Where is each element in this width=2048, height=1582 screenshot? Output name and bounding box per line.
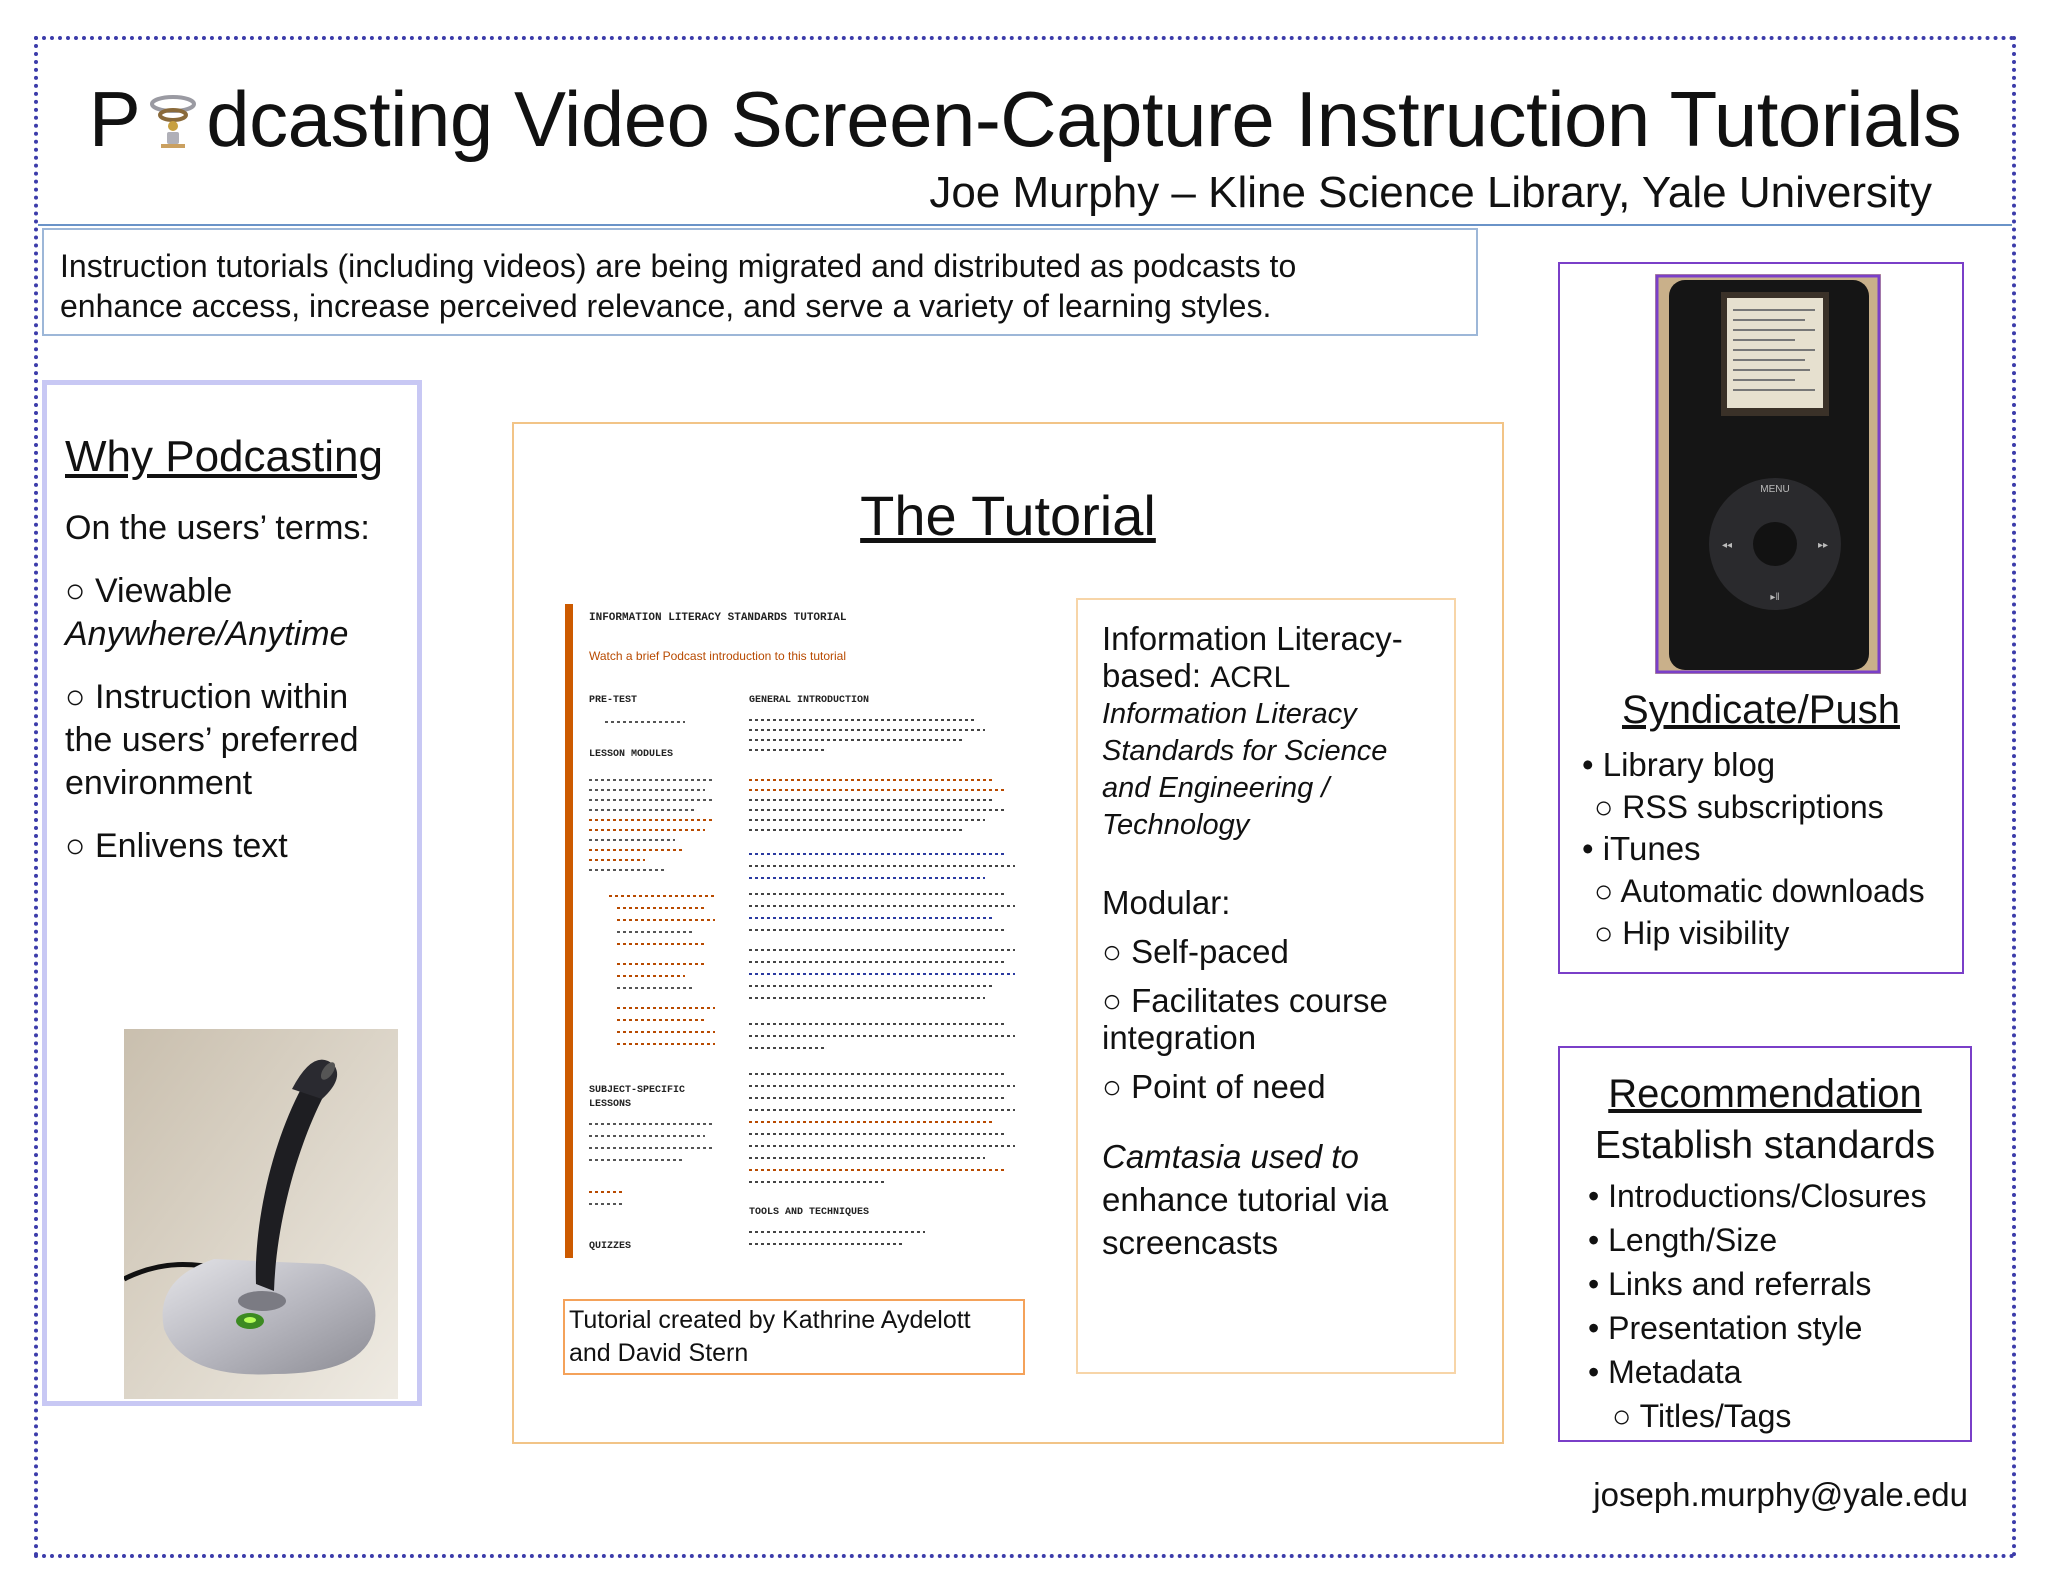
- why-item-cont: Anywhere/Anytime: [65, 615, 349, 653]
- recommendation-item: • Length/Size: [1588, 1222, 1778, 1258]
- info-standards: Technology: [1102, 809, 1250, 841]
- recommendation-item: • Links and referrals: [1588, 1266, 1872, 1302]
- title-start: P: [88, 75, 141, 163]
- syndicate-subitem: ○ RSS subscriptions: [1594, 789, 1884, 825]
- syndicate-item: • iTunes: [1582, 830, 1701, 867]
- abstract-box: [42, 228, 1478, 336]
- why-item-cont: the users’ preferred: [65, 721, 359, 759]
- modular-heading: Modular:: [1102, 884, 1231, 921]
- info-standards: Information Literacy: [1102, 698, 1357, 730]
- credit-line: and David Stern: [569, 1339, 749, 1367]
- camtasia-note: screencasts: [1102, 1224, 1279, 1261]
- credit-line: Tutorial created by Kathrine Aydelott: [569, 1306, 971, 1334]
- screenshot-section: TOOLS AND TECHNIQUES: [749, 1207, 870, 1218]
- tutorial-credit: [563, 1299, 1025, 1375]
- camtasia-note: enhance tutorial via: [1102, 1181, 1389, 1218]
- header-rule: [38, 224, 2012, 226]
- svg-text:◂◂: ◂◂: [1721, 540, 1733, 551]
- recommendation-subitem: ○ Titles/Tags: [1612, 1398, 1792, 1434]
- syndicate-subitem: ○ Automatic downloads: [1594, 873, 1925, 909]
- ipod-photo: [1655, 274, 1881, 674]
- syndicate-item: • Library blog: [1582, 746, 1776, 783]
- why-item: ○ Viewable: [65, 572, 233, 610]
- tutorial-info-box: [1076, 598, 1456, 1374]
- recommendation-item: • Introductions/Closures: [1588, 1178, 1927, 1214]
- podcast-logo-icon: [142, 88, 204, 150]
- author-line: Joe Murphy – Kline Science Library, Yale University: [929, 168, 1932, 217]
- why-heading: Why Podcasting: [65, 432, 383, 481]
- screenshot-section: QUIZZES: [589, 1241, 632, 1252]
- screenshot-section: SUBJECT-SPECIFIC: [589, 1085, 686, 1096]
- recommendation-item: • Metadata: [1588, 1354, 1742, 1390]
- why-lead: On the users’ terms:: [65, 509, 370, 547]
- screenshot-section: LESSONS: [589, 1099, 632, 1110]
- recommendation-heading: Recommendation: [1608, 1072, 1922, 1116]
- info-acrl: ACRL: [1210, 661, 1291, 694]
- abstract-line: enhance access, increase perceived relevance, and serve a variety of learning styles.: [60, 288, 1272, 324]
- why-item: ○ Enlivens text: [65, 827, 288, 865]
- abstract-line: Instruction tutorials (including videos) are being migrated and distributed as podcasts to: [60, 248, 1297, 284]
- accent-bar: [565, 604, 573, 1258]
- tutorial-screenshot: [565, 604, 1023, 1258]
- syndicate-subitem: ○ Hip visibility: [1594, 915, 1790, 951]
- syndicate-list: [1582, 744, 1925, 954]
- modular-item: ○ Self-paced: [1102, 933, 1289, 970]
- recommendation-item: • Presentation style: [1588, 1310, 1863, 1346]
- screenshot-section: LESSON MODULES: [589, 749, 674, 760]
- recommendation-panel: [1558, 1046, 1972, 1442]
- why-item-cont: environment: [65, 764, 253, 802]
- svg-text:▸‖: ▸‖: [1770, 592, 1780, 603]
- svg-text:MENU: MENU: [1760, 484, 1790, 495]
- recommendation-subheading: Establish standards: [1594, 1124, 1936, 1167]
- poster-title: [38, 74, 2012, 164]
- microphone-photo: [124, 1029, 398, 1399]
- screenshot-section: GENERAL INTRODUCTION: [749, 695, 870, 706]
- why-item: ○ Instruction within: [65, 678, 349, 716]
- screenshot-header: INFORMATION LITERACY STANDARDS TUTORIAL: [589, 612, 847, 624]
- modular-item: ○ Point of need: [1102, 1068, 1326, 1105]
- tutorial-heading: The Tutorial: [860, 484, 1156, 547]
- info-standards: and Engineering /: [1102, 772, 1330, 804]
- screenshot-intro-link: Watch a brief Podcast introduction to this tutorial: [589, 649, 847, 663]
- contact-email[interactable]: joseph.murphy@yale.edu: [1593, 1476, 1968, 1513]
- screenshot-section: PRE-TEST: [589, 695, 638, 706]
- info-line: [1102, 657, 1430, 696]
- camtasia-note: Camtasia used to: [1102, 1138, 1359, 1175]
- recommendation-list: [1588, 1174, 1926, 1438]
- modular-item-cont: integration: [1102, 1019, 1257, 1056]
- info-line: Information Literacy-: [1102, 620, 1403, 657]
- syndicate-heading: Syndicate/Push: [1622, 688, 1900, 732]
- svg-text:▸▸: ▸▸: [1817, 540, 1829, 551]
- modular-item: ○ Facilitates course: [1102, 982, 1388, 1019]
- info-based: based:: [1102, 657, 1211, 694]
- info-standards: Standards for Science: [1102, 735, 1388, 767]
- title-rest: dcasting Video Screen-Capture Instruction Tutorials: [206, 75, 1962, 163]
